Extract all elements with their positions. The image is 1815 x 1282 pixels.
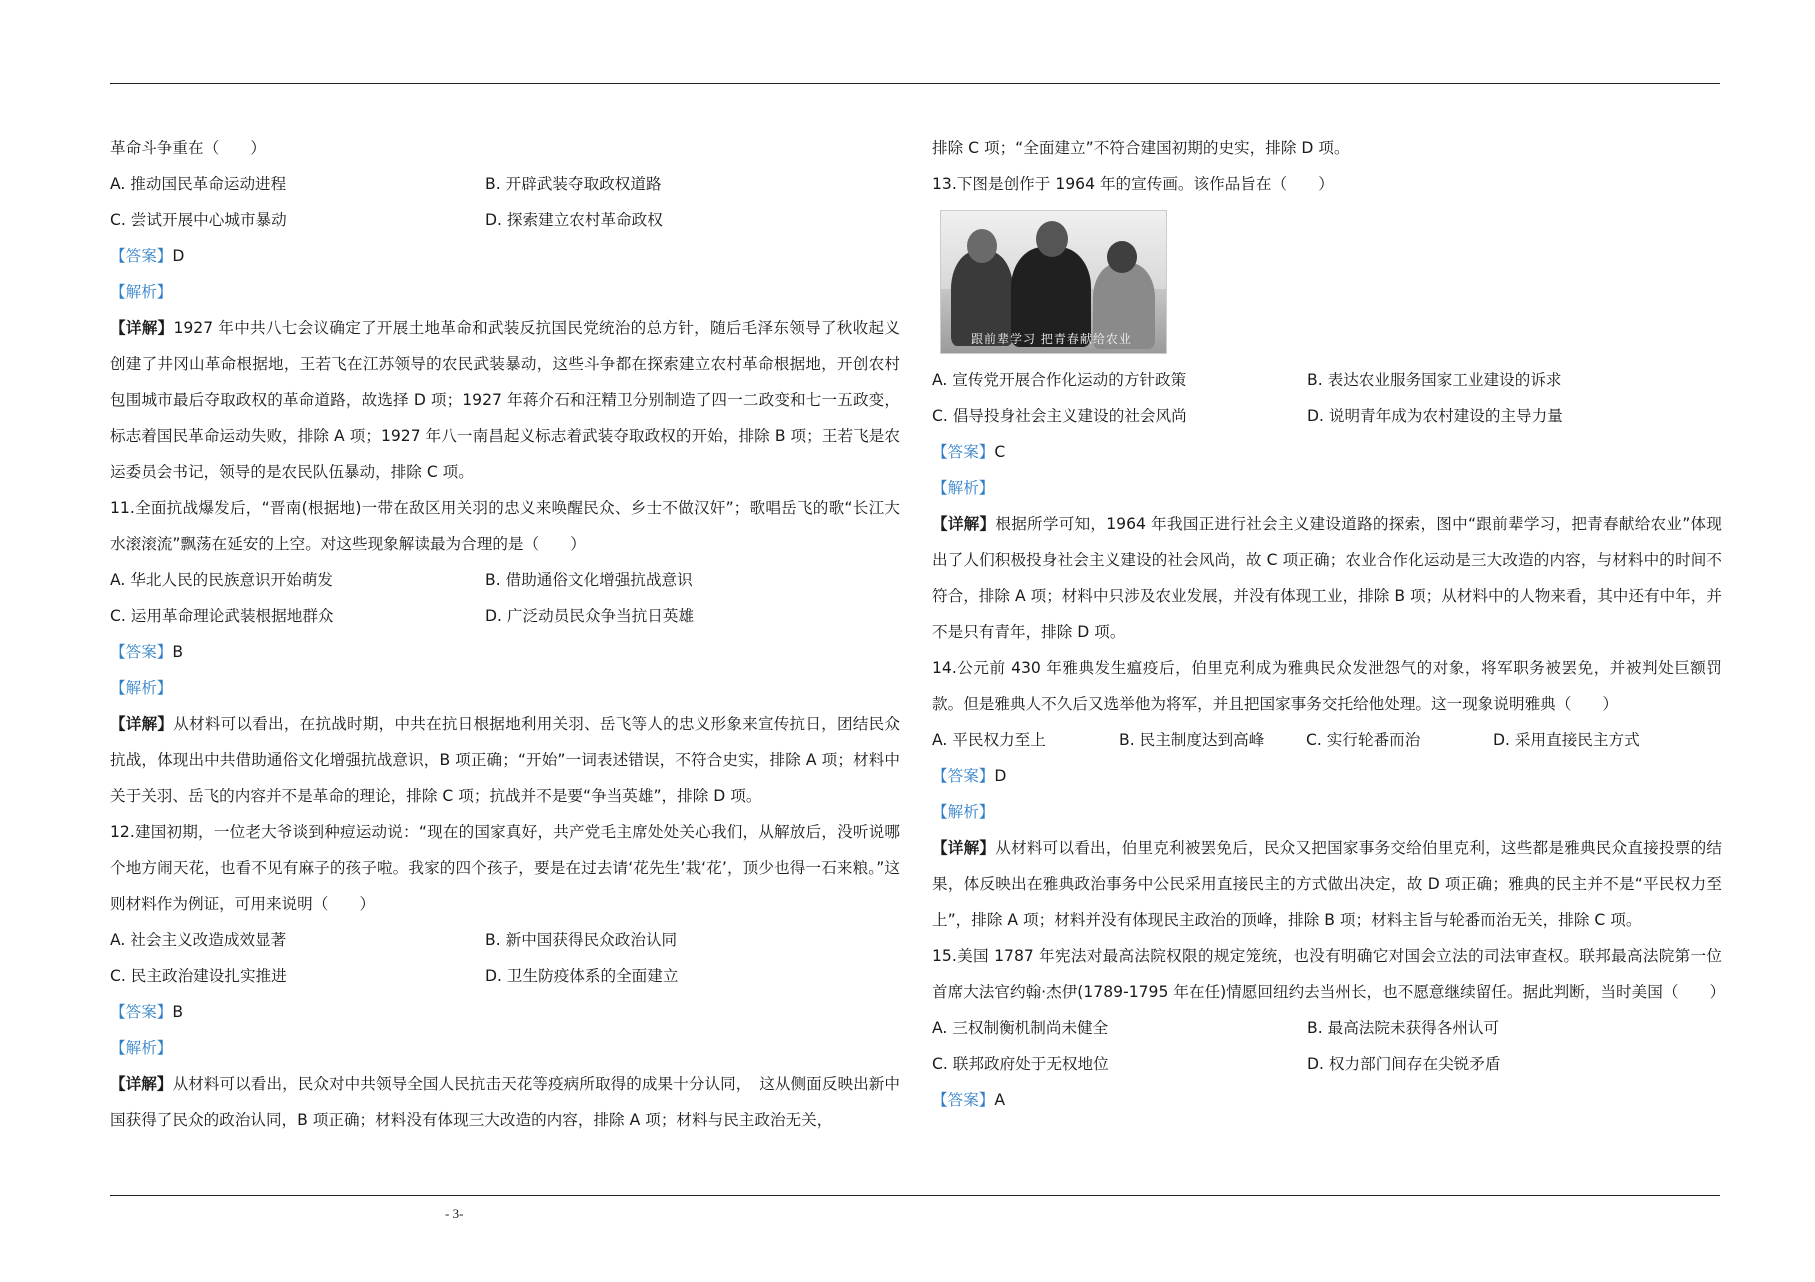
q15-answer (932, 1082, 1722, 1118)
q10-answer (110, 238, 900, 274)
q13-option-b: B. 表达农业服务国家工业建设的诉求 (1307, 371, 1562, 389)
detail-text: 1927 年中共八七会议确定了开展土地革命和武装反抗国民党统治的总方针，随后毛泽东领导了秋收起义创建了井冈山革命根据地，王若飞在江苏领导的农民武装暴动，这些斗争都在探索建立农村革命根据地，开创农村包围城市最后夺取政权的革命道路，故选择 D 项；1927 年蒋介石和汪精卫分别制造了四一二政变和七一五政变，标志着国民革命运动失败，排除 A 项；1927 年八一南昌起义标志着武装夺取政权的开始，排除 B 项；王若飞是农运委员会书记，领导的是农民队伍暴动，排除 C 项。 (110, 319, 900, 481)
q10-option-d: D. 探索建立农村革命政权 (485, 211, 663, 229)
q11-option-b: B. 借助通俗文化增强抗战意识 (485, 571, 693, 589)
left-column (110, 130, 900, 1138)
answer-tag: 【答案】 (110, 247, 173, 265)
answer-value: D (994, 767, 1007, 785)
q10-analysis-tag: 【解析】 (110, 283, 173, 301)
q13-stem: 13.下图是创作于 1964 年的宣传画。该作品旨在（ ） (932, 175, 1334, 193)
q10-stem-tail: 革命斗争重在（ ） (110, 139, 266, 157)
detail-text: 根据所学可知，1964 年我国正进行社会主义建设道路的探索，图中“跟前辈学习，把青春献给农业”体现出了人们积极投身社会主义建设的社会风尚，故 C 项正确；农业合作化运动是三大改造的内容，与材料中的时间不符合，排除 A 项；材料中只涉及农业发展，并没有体现工业，排除 B 项；从材料中的人物来看，其中还有中年，并不是只有青年，排除 D 项。 (932, 515, 1722, 641)
q14-options (932, 722, 1722, 758)
answer-value: D (172, 247, 185, 265)
footer-rule (110, 1195, 1720, 1196)
q11-analysis-tag: 【解析】 (110, 679, 173, 697)
q11-stem: 11.全面抗战爆发后，“晋南(根据地)一带在敌区用关羽的忠义来唤醒民众、乡士不做汉奸”；歌唱岳飞的歌“长江大水滚滚流”飘荡在延安的上空。对这些现象解读最为合理的是（ ） (110, 499, 900, 553)
q12-detail (110, 1066, 900, 1138)
q10-option-a: A. 推动国民革命运动进程 (110, 175, 287, 193)
answer-tag: 【答案】 (110, 1003, 173, 1021)
detail-text: 从材料可以看出，在抗战时期，中共在抗日根据地利用关羽、岳飞等人的忠义形象来宣传抗日，团结民众抗战，体现出中共借助通俗文化增强抗战意识，B 项正确；“开始”一词表述错误，不符合史实，排除 A 项；材料中关于关羽、岳飞的内容并不是革命的理论，排除 C 项；抗战并不是要“争当英雄”，排除 D 项。 (110, 715, 900, 805)
q11-option-a: A. 华北人民的民族意识开始萌发 (110, 571, 334, 589)
q14-option-c: C. 实行轮番而治 (1306, 731, 1421, 749)
q12-answer (110, 994, 900, 1030)
answer-value: B (172, 1003, 184, 1021)
q10-detail (110, 310, 900, 490)
q14-detail (932, 830, 1722, 938)
answer-tag: 【答案】 (932, 443, 995, 461)
answer-value: C (994, 443, 1006, 461)
detail-text: 从材料可以看出，民众对中共领导全国人民抗击天花等疫病所取得的成果十分认同， 这从侧面反映出新中国获得了民众的政治认同，B 项正确；材料没有体现三大改造的内容，排除 A 项；材料与民主政治无关， (110, 1075, 900, 1129)
q10-option-b: B. 开辟武装夺取政权道路 (485, 175, 662, 193)
q15-option-c: C. 联邦政府处于无权地位 (932, 1055, 1109, 1073)
q12-option-d: D. 卫生防疫体系的全面建立 (485, 967, 679, 985)
q11-detail (110, 706, 900, 814)
detail-tag: 【详解】 (932, 515, 996, 533)
answer-tag: 【答案】 (932, 1091, 995, 1109)
q12-options (110, 922, 900, 994)
q14-option-a: A. 平民权力至上 (932, 731, 1046, 749)
q10-options (110, 166, 900, 238)
header-rule (110, 83, 1720, 84)
detail-text: 从材料可以看出，伯里克利被罢免后，民众又把国家事务交给伯里克利，这些都是雅典民众直接投票的结果，体反映出在雅典政治事务中公民采用直接民主的方式做出决定，故 D 项正确；雅典的民主并不是“平民权力至上”，排除 A 项；材料并没有体现民主政治的顶峰，排除 B 项；材料主旨与轮番而治无关，排除 C 项。 (932, 839, 1722, 929)
answer-tag: 【答案】 (932, 767, 995, 785)
q15-stem: 15.美国 1787 年宪法对最高法院权限的规定笼统，也没有明确它对国会立法的司法审查权。联邦最高法院第一位首席大法官约翰·杰伊(1789-1795 年在任)情愿回纽约去当州长，也不愿意继续留任。据此判断，当时美国（ ） (932, 947, 1726, 1001)
answer-value: B (172, 643, 184, 661)
detail-tag: 【详解】 (110, 715, 174, 733)
q14-option-b: B. 民主制度达到高峰 (1119, 731, 1265, 749)
q13-option-a: A. 宣传党开展合作化运动的方针政策 (932, 371, 1187, 389)
propaganda-poster-image (940, 210, 1167, 354)
q11-option-c: C. 运用革命理论武装根据地群众 (110, 607, 334, 625)
poster-caption: 跟前辈学习 把青春献给农业 (971, 332, 1132, 346)
q11-option-d: D. 广泛动员民众争当抗日英雄 (485, 607, 695, 625)
q13-options (932, 362, 1722, 434)
detail-tag: 【详解】 (110, 319, 174, 337)
page-number: - 3- (445, 1206, 464, 1221)
q14-analysis-tag: 【解析】 (932, 803, 995, 821)
q13-option-c: C. 倡导投身社会主义建设的社会风尚 (932, 407, 1187, 425)
q14-answer (932, 758, 1722, 794)
q14-stem: 14.公元前 430 年雅典发生瘟疫后，伯里克利成为雅典民众发泄怨气的对象，将军职务被罢免，并被判处巨额罚款。但是雅典人不久后又选举他为将军，并且把国家事务交托给他处理。这一现象说明雅典（ ） (932, 659, 1722, 713)
answer-tag: 【答案】 (110, 643, 173, 661)
q14-option-d: D. 采用直接民主方式 (1493, 731, 1640, 749)
q12-analysis-tag: 【解析】 (110, 1039, 173, 1057)
detail-tag: 【详解】 (110, 1075, 173, 1093)
q15-option-d: D. 权力部门间存在尖锐矛盾 (1307, 1055, 1501, 1073)
q13-option-d: D. 说明青年成为农村建设的主导力量 (1307, 407, 1563, 425)
q13-detail (932, 506, 1722, 650)
detail-tag: 【详解】 (932, 839, 996, 857)
q12-stem: 12.建国初期，一位老大爷谈到种痘运动说：“现在的国家真好，共产党毛主席处处关心我们，从解放后，没听说哪个地方闹天花，也看不见有麻子的孩子啦。我家的四个孩子，要是在过去请‘花先生’栽‘花’，顶少也得一石来粮。”这则材料作为例证，可用来说明（ ） (110, 823, 900, 913)
q13-analysis-tag: 【解析】 (932, 479, 995, 497)
q12-option-c: C. 民主政治建设扎实推进 (110, 967, 287, 985)
q12-option-a: A. 社会主义改造成效显著 (110, 931, 287, 949)
q11-options (110, 562, 900, 634)
q15-option-b: B. 最高法院未获得各州认可 (1307, 1019, 1500, 1037)
answer-value: A (994, 1091, 1006, 1109)
q12-option-b: B. 新中国获得民众政治认同 (485, 931, 678, 949)
q10-option-c: C. 尝试开展中心城市暴动 (110, 211, 287, 229)
q12-detail-tail: 排除 C 项；“全面建立”不符合建国初期的史实，排除 D 项。 (932, 139, 1350, 157)
q11-answer (110, 634, 900, 670)
right-column (932, 130, 1726, 1118)
q15-options (932, 1010, 1722, 1082)
q13-answer (932, 434, 1722, 470)
q15-option-a: A. 三权制衡机制尚未健全 (932, 1019, 1109, 1037)
